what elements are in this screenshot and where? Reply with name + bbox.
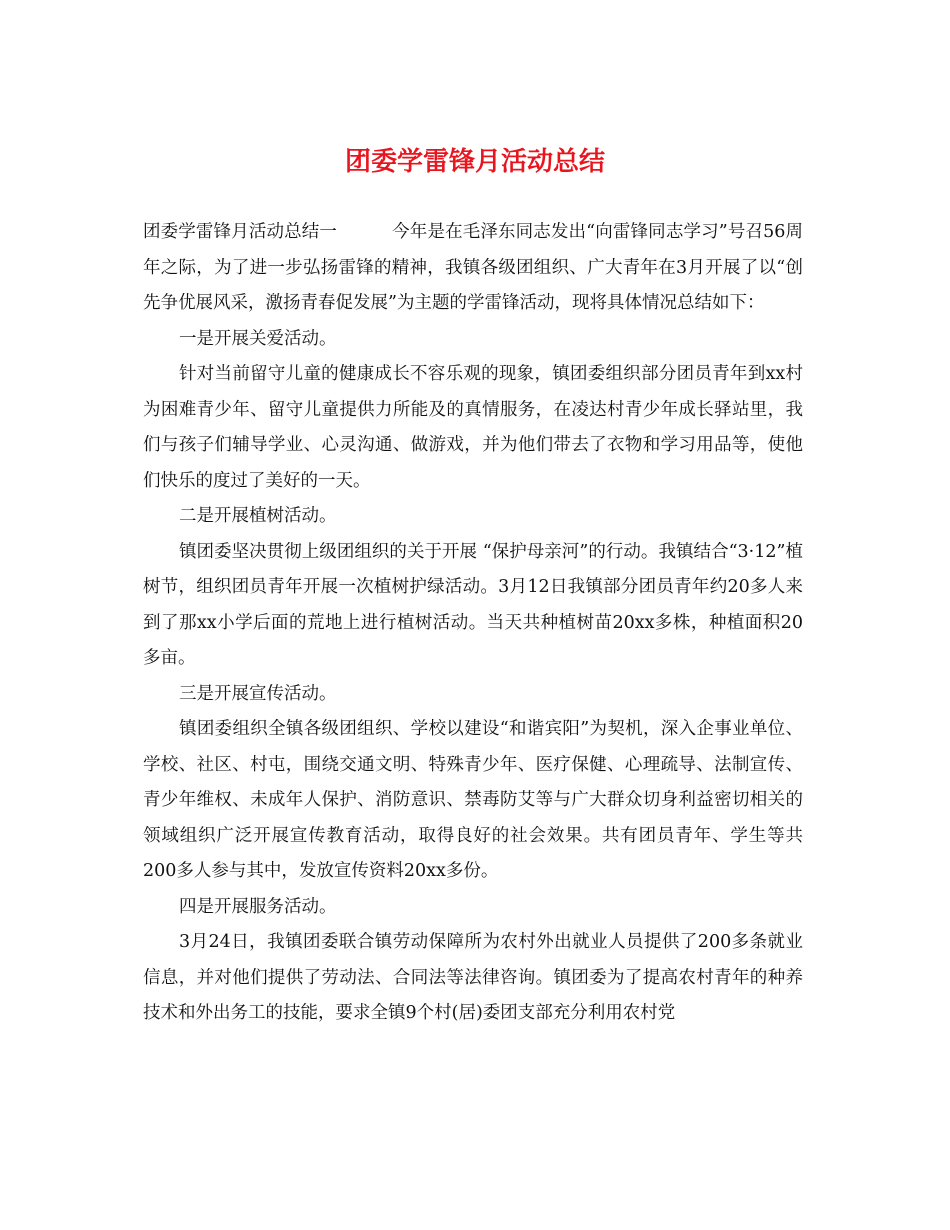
section-paragraph-3: 镇团委组织全镇各级团组织、学校以建设“和谐宾阳”为契机，深入企事业单位、学校、社区、村屯，围绕交通文明、特殊青少年、医疗保健、心理疏导、法制宣传、青少年维权、未成年人保护、消防意识、禁毒防艾等与广大群众切身利益密切相关的领域组织广泛开展宣传教育活动，取得良好的社会效果。共有团员青年、学生等共200多人参与其中，发放宣传资料20xx多份。 <box>143 719 803 881</box>
section-heading-1: 一是开展关爱活动。 <box>179 328 337 349</box>
intro-heading: 团委学雷锋月活动总结一 <box>143 222 338 242</box>
intro-text: 今年是在毛泽东同志发出“向雷锋同志学习”号召56周年之际，为了进一步弘扬雷锋的精神，我镇各级团组织、广大青年在3月开展了以“创先争优展风采，激扬青春促发展”为主题的学雷锋活动，现将具体情况总结如下： <box>143 222 804 313</box>
section-heading-3: 三是开展宣传活动。 <box>179 683 337 704</box>
intro-paragraph <box>143 215 803 322</box>
document-title: 团委学雷锋月活动总结 <box>344 147 605 177</box>
section-heading-2: 二是开展植树活动。 <box>179 506 337 526</box>
section-paragraph-1: 针对当前留守儿童的健康成长不容乐观的现象，镇团委组织部分团员青年到xx村为困难青少年、留守儿童提供力所能及的真情服务，在凌达村青少年成长驿站里，我们与孩子们辅导学业、心灵沟通、做游戏，并为他们带去了衣物和学习用品等，使他们快乐的度过了美好的一天。 <box>143 364 803 491</box>
section-heading-4: 四是开展服务活动。 <box>179 896 337 917</box>
section-paragraph-2: 镇团委坚决贯彻上级团组织的关于开展 “保护母亲河”的行动。我镇结合“3·12”植树节，组织团员青年开展一次植树护绿活动。3月12日我镇部分团员青年约20多人来到了那xx小学后面的荒地上进行植树活动。当天共种植树苗20xx多株，种植面积20多亩。 <box>143 541 803 668</box>
document-body <box>143 215 803 1032</box>
section-paragraph-4: 3月24日，我镇团委联合镇劳动保障所为农村外出就业人员提供了200多条就业信息，并对他们提供了劳动法、合同法等法律咨询。镇团委为了提高农村青年的种养技术和外出务工的技能，要求全镇9个村(居)委团支部充分利用农村党 <box>143 932 803 1023</box>
